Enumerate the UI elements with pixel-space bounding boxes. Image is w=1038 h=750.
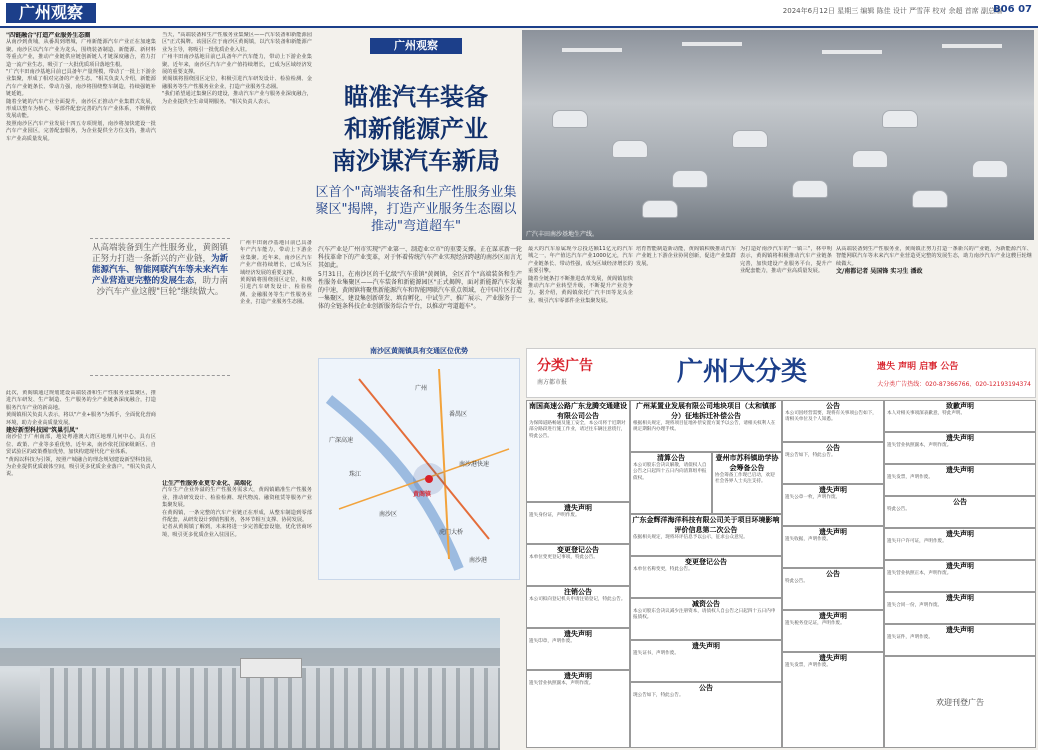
- ad-body: 为保障道路畅通及施工安全，本公司将于近期对部分路段进行施工作业，请过往车辆注意绕行，特此公告。: [529, 421, 626, 439]
- ad-box: [630, 640, 782, 682]
- ad-title: 致歉声明: [946, 402, 974, 410]
- map-label-guangshen: 广深高速: [329, 437, 354, 444]
- section-logo: 广州观察: [6, 3, 96, 23]
- ad-body: 现公告如下，特此公告。: [785, 453, 836, 458]
- right-article-column-1: [528, 246, 633, 342]
- brand-name: 南方都市报: [537, 379, 568, 386]
- ad-box: [884, 432, 1036, 464]
- brand-logo: 分类广告: [537, 358, 593, 374]
- ad-box: [712, 452, 782, 514]
- middle-para-4b: 广州丰田南沙基地目前已具备年产汽车能力，带动上下游企业集聚。近年来，南沙区汽车产业产值持续增长，已成为区域经济发展的重要支撑。: [240, 240, 312, 276]
- ad-box: [884, 592, 1036, 624]
- ad-body: 遗失证书，声明作废。: [633, 651, 679, 656]
- classifieds-title: 广州大分类: [677, 357, 808, 387]
- header-meta: 2024年6月12日 星期三 编辑 陈佳 设计 严雪萍 校对 余超 首席 副总编: [782, 7, 1002, 15]
- ad-box: [630, 514, 782, 556]
- ad-body: 遗失合同一份，声明作废。: [887, 603, 943, 608]
- middle-lower-subtitle: 让生产性服务业更专业化、高端化: [162, 480, 253, 487]
- right-article-column-4: [836, 246, 1032, 342]
- ad-body: 遗失证件，声明作废。: [887, 635, 933, 640]
- middle-lower-column: [162, 480, 312, 615]
- factory-photo: [522, 30, 1034, 240]
- ad-box: [526, 400, 630, 502]
- middle-article-column: [162, 32, 312, 232]
- map-label-guangzhou: 广州: [415, 385, 428, 392]
- ad-box: [526, 544, 630, 586]
- page-number: B06 07: [993, 4, 1032, 15]
- classifieds-footer-box: [884, 656, 1036, 748]
- map-label-humen: 虎门大桥: [439, 529, 464, 536]
- ad-body: 协会筹备工作现已启动，欢迎社会各界人士关注支持。: [715, 473, 775, 485]
- ad-title: 遗失声明: [564, 672, 592, 680]
- ad-title: 公告: [953, 498, 967, 506]
- ad-title: 变更登记公告: [557, 546, 599, 554]
- ad-box: [782, 568, 884, 610]
- ad-body: 遗失发票，声明作废。: [887, 475, 933, 480]
- ad-box: [884, 400, 1036, 432]
- ad-box: [884, 496, 1036, 528]
- ad-body: 遗失税务登记证，声明作废。: [785, 621, 845, 626]
- ad-title: 壹州市苏科镇助学协会筹备公告: [715, 454, 779, 472]
- ad-body: 遗失身份证，声明作废。: [529, 513, 580, 518]
- left-para-2: "广汽丰田南沙基地目前已具备年产量规模，带动了一批上下游企业集聚，形成了相对完备的产业生态。"相关负责人介绍，新能源汽车产业链条长、带动力强，南沙将围绕整车制造，持续强链补链延链。: [6, 69, 156, 98]
- ad-body: 本单位名称变更，特此公告。: [633, 567, 693, 572]
- ad-title: 广州某置业发展有限公司地块项目（太和镇部分）征地拆迁补偿公告: [636, 402, 776, 420]
- ad-box: [526, 670, 630, 748]
- ad-title: 公告: [826, 444, 840, 452]
- middle-para-1: 当天，"高端装备和生产性服务业集聚区——汽车装备和新能源园区"正式揭牌。该园区位于南沙区黄阁镇，以汽车装备和新能源产业为主导，将吸引一批优质企业入驻。: [162, 32, 312, 53]
- ad-box: [782, 400, 884, 442]
- map-label-pearl: 珠江: [349, 471, 362, 478]
- ad-body: 遗失印章，声明作废。: [529, 639, 575, 644]
- ad-title: 遗失声明: [819, 654, 847, 662]
- quote-highlight: 为新能源汽车、智能网联汽车等未来汽车产业营造更完整的发展生态: [91, 254, 229, 286]
- ad-body: 现公告如下，特此公告。: [633, 693, 684, 698]
- middle-lower-para-3: 记者从黄阁镇了解到，未来将进一步完善配套设施，优化营商环境，吸引更多优质企业入驻园区。: [162, 524, 312, 538]
- right-article-column-3: [740, 246, 832, 342]
- ad-title: 注销公告: [564, 588, 592, 596]
- left-para-7: 南沙位于广州南部，地处粤港澳大湾区地理几何中心，具有区位、政策、产业等多重优势。近年来，南沙依托国家级新区、自贸试验区的政策叠加优势，加快构建现代化产业体系。: [6, 434, 156, 456]
- left-para-3: 随着全链的汽车产业全面提升，南沙区正推动产业集群式发展，形成以整车为核心、零部件配套完善的汽车产业体系，不断释放发展动能。: [6, 98, 156, 120]
- photo-caption: 广汽丰田南沙基地生产线。: [526, 231, 599, 238]
- ad-body: 本公司因经营需要，现将有关事项公告如下，请相关单位及个人知悉。: [785, 411, 877, 423]
- ad-body: 遗失营业执照副本，声明作废。: [529, 681, 594, 686]
- ad-title: 遗失声明: [946, 626, 974, 634]
- headline-line-3: 南沙谋汽车新局: [332, 146, 500, 175]
- lead-para-1: 汽车产业是广州市实现"产业第一、制造业立市"的重要支撑。正在谋求新一轮科技革命下的产业变革，对于怀着传统汽车产业实现经济跨越的南沙区而言尤其如此。: [318, 246, 522, 270]
- ad-title: 遗失声明: [564, 504, 592, 512]
- ad-body: 遗失发票，声明作废。: [785, 663, 831, 668]
- middle-lower-para-2: 在黄阁镇，一条完整的汽车产业链正在形成，从整车制造到零部件配套，从研发设计到销售服务，各环节相互支撑、协同发展。: [162, 509, 312, 524]
- ad-box: [630, 598, 782, 640]
- ad-title: 减资公告: [692, 600, 720, 608]
- quote-pre: 从高端装备到生产性服务业，黄阁镇正努力打造一条新兴的产业链，: [91, 243, 228, 264]
- headline-deck: 区首个"高端装备和生产性服务业集聚区"揭牌，打造产业服务生态圈以推动"弯道超车": [315, 185, 517, 234]
- left-para-6: 黄阁镇相关负责人表示，将以"产业+服务"为抓手，全面优化营商环境，助力企业高质量发展。: [6, 412, 156, 426]
- ad-title: 遗失声明: [946, 466, 974, 474]
- ad-body: 本单位变更登记事项，特此公告。: [529, 555, 598, 560]
- ad-title: 公告: [826, 570, 840, 578]
- ad-title: 变更登记公告: [685, 558, 727, 566]
- right-para-1: 最大的汽车原属现今总投达额11亿元的汽车城之一，年产值达汽车产业1000亿元，汽车产业链条长、带动性强，成为区域经济增长的重要引擎。: [528, 246, 633, 275]
- right-article-column-2: [636, 246, 736, 342]
- left-para-4: 按照南沙区汽车产业发展十四五专项规划，南沙将加快建设一批汽车产业园区，完善配套服务，为企业提供全方位支持，推动汽车产业高质量发展。: [6, 120, 156, 142]
- ad-body: 本公司股东会决议解散，请债权人自公告之日起四十五日内向清算组申报债权。: [633, 463, 707, 481]
- ad-title: 遗失声明: [946, 594, 974, 602]
- ad-body: 本公司股东会决议减少注册资本，请债权人自公告之日起四十五日内申报债权。: [633, 609, 776, 621]
- ad-box: [782, 526, 884, 568]
- byline: 文/南都记者 吴国锋 实习生 潘政: [836, 268, 923, 276]
- ad-box: [782, 610, 884, 652]
- ad-body: 遗失营业执照副本，声明作废。: [887, 443, 952, 448]
- lead-text: [318, 246, 522, 342]
- ad-body: 特此公告。: [785, 579, 808, 584]
- ad-title: 遗失声明: [946, 562, 974, 570]
- left-para-8: "黄阁以科技为引领，按照产城融合的理念规划建设新型科技园，为企业提供优质载体空间，吸引更多优质企业落户。"相关负责人说。: [6, 456, 156, 478]
- ad-title: 公告: [699, 684, 713, 692]
- left-article-column-2: [6, 390, 156, 615]
- ad-body: 遗失收据，声明作废。: [785, 537, 831, 542]
- port-photo: [0, 618, 500, 750]
- classifieds-hotline: 大分类广告热线：020-87366766、020-12193194374: [877, 381, 1031, 388]
- ad-box: [884, 528, 1036, 560]
- ad-box: [884, 624, 1036, 656]
- ad-body: 遗失公章一枚，声明作废。: [785, 495, 841, 500]
- classifieds-slogan: 遗失 声明 启事 公告: [877, 362, 959, 372]
- map-label-nansha-express: 南沙港快速: [459, 461, 490, 468]
- ad-box: [630, 400, 782, 452]
- quote-post: ，助力南沙汽车产业这艘"巨轮"继续做大。: [96, 276, 229, 297]
- ad-box: [630, 452, 712, 514]
- ad-body: 根据相关规定，现将项目征地补偿安置方案予以公告，请相关权利人在规定期限内办理手续。: [633, 421, 776, 433]
- left-subtitle: 建好新型科技园"筑巢引凤": [6, 427, 79, 435]
- ad-body: 本人对相关事项深表歉意，特此声明。: [887, 411, 966, 416]
- map-title: 南沙区黄阁镇具有交通区位优势: [370, 347, 468, 355]
- map-label-huangge: 黄阁镇: [413, 491, 432, 498]
- middle-para-4c: 黄阁镇将围绕园区定位，积极引进汽车研发设计、检验检测、金融服务等生产性服务业企业，打造产业服务生态圈。: [240, 277, 312, 306]
- ad-title: 遗失声明: [819, 528, 847, 536]
- ad-body: 遗失营业执照正本，声明作废。: [887, 571, 952, 576]
- location-map: [318, 358, 520, 580]
- headline-line-1: 瞄准汽车装备: [344, 82, 488, 111]
- ad-box: [782, 484, 884, 526]
- ad-body: 特此公告。: [887, 507, 910, 512]
- classifieds-header: [526, 348, 1036, 398]
- headline-line-2: 和新能源产业: [344, 114, 488, 143]
- ad-title: 南国高速公路广东龙腾交通建设有限公司公告: [529, 402, 627, 420]
- ad-title: 广东金辉洋海洋科技有限公司关于项目环境影响评价信息第二次公告: [632, 516, 780, 534]
- pull-quote: [90, 238, 230, 376]
- ad-box: [526, 586, 630, 628]
- right-para-2: 随着全链条打不断推进改革发展，黄阁镇加快推动汽车产业转型升级，不断提升产业竞争力。据介绍，黄阁镇依托广汽丰田等龙头企业，吸引汽车零部件企业集聚发展。: [528, 275, 633, 304]
- map-label-port: 南沙港: [469, 557, 488, 564]
- ad-title: 遗失声明: [946, 434, 974, 442]
- middle-para-2: 广州丰田南沙基地目前已具备年产汽车能力，带动上下游企业集聚。近年来，南沙区汽车产业产值持续增长，已成为区域经济发展的重要支撑。: [162, 54, 312, 76]
- ad-box: [526, 628, 630, 670]
- ad-box: [782, 442, 884, 484]
- ad-title: 遗失声明: [819, 486, 847, 494]
- page-header: [0, 0, 1038, 28]
- ad-title: 遗失声明: [946, 530, 974, 538]
- right-para-4: 为打造好南沙汽车的"一镇三"，林中明表示，黄阁镇将积极推动汽车产业链条完善，加快建设产业服务平台，提升产业配套能力，推动产业高质量发展。: [740, 246, 832, 275]
- right-para-3: 培育智能制造新动能，黄阁镇积极推动汽车产业链上下游企业协同创新，促进产业集群发展。: [636, 246, 736, 267]
- ad-box: [630, 682, 782, 748]
- map-label-nansha: 南沙区: [379, 511, 398, 518]
- ad-body: 依据相关规定，现将环评信息予以公示，征求公众意见。: [633, 535, 748, 540]
- ad-box: [526, 502, 630, 544]
- lead-para-2: 5月31日，在南沙区的千亿级"汽车重镇"黄阁镇，全区首个"高端装备和生产性服务业集聚区——汽车装备和新能源园区"正式揭牌，面对新能源汽车发展的中速，黄阁镇将聚焦新能源汽车和智能网联汽车重点领域，在中国片区打造一集聚区，建设集创新研发、填育孵化、中试生产、推广展示、产业服务于一体的全链条科技企业创新服务综合平台，以推动"弯道超车"。: [318, 270, 522, 311]
- middle-lower-para-1: 汽车生产企业外溢的生产性服务需求大，黄阁镇瞄准生产性服务业，推动研发设计、检验检测、现代物流、融资租赁等服务产业集聚发展。: [162, 487, 312, 509]
- middle-para-3: 黄阁镇将围绕园区定位，积极引进汽车研发设计、检验检测、金融服务等生产性服务业企业，打造产业服务生态圈。: [162, 76, 312, 90]
- classifieds-footer: 欢迎刊登广告: [936, 698, 984, 707]
- ad-box: [884, 560, 1036, 592]
- ad-title: 公告: [826, 402, 840, 410]
- ad-body: 本公司拟向登记机关申请注销登记，特此公告。: [529, 597, 626, 602]
- ad-title: 遗失声明: [564, 630, 592, 638]
- ad-box: [884, 464, 1036, 496]
- ad-title: 清算公告: [657, 454, 685, 462]
- ad-title: 遗失声明: [692, 642, 720, 650]
- ad-box: [782, 652, 884, 748]
- middle-para-4: "我们希望通过集聚区的建设，推动汽车产业与服务业深度融合，为企业提供全生命周期服务。"相关负责人表示。: [162, 91, 312, 105]
- left-para-5: 此次，黄阁镇通过规划建设高端装备和生产性服务业集聚区，推进汽车研发、生产制造、生产服务的全产业链条深度融合，打造服务汽车产业的新高地。: [6, 390, 156, 411]
- kicker: 广州观察: [370, 38, 462, 54]
- left-section-title: "四链融合"打造产业服务生态圈: [6, 32, 91, 39]
- right-para-5: 从高端装备到生产性服务业，黄阁镇正努力打造一条新兴的产业链，为新能源汽车、智能网联汽车等未来汽车产业营造更完整的发展生态，助力南沙汽车产业这艘巨轮继续做大。: [836, 246, 1032, 267]
- left-para-1: 从南沙到黄埔，从番禺到增城，广州新能源汽车产业正在加速集聚。南沙区以汽车产业为龙头，围绕装备制造、新能源、新材料等重点产业，推动产业链供应链创新链人才链深度融合，着力打造一流产业生态，吸引了一大批优质项目落地生根。: [6, 39, 156, 68]
- headline-block: [312, 32, 520, 242]
- ad-title: 遗失声明: [819, 612, 847, 620]
- ad-box: [630, 556, 782, 598]
- ad-body: 遗失开户许可证，声明作废。: [887, 539, 947, 544]
- map-label-panyu: 番禺区: [449, 411, 468, 418]
